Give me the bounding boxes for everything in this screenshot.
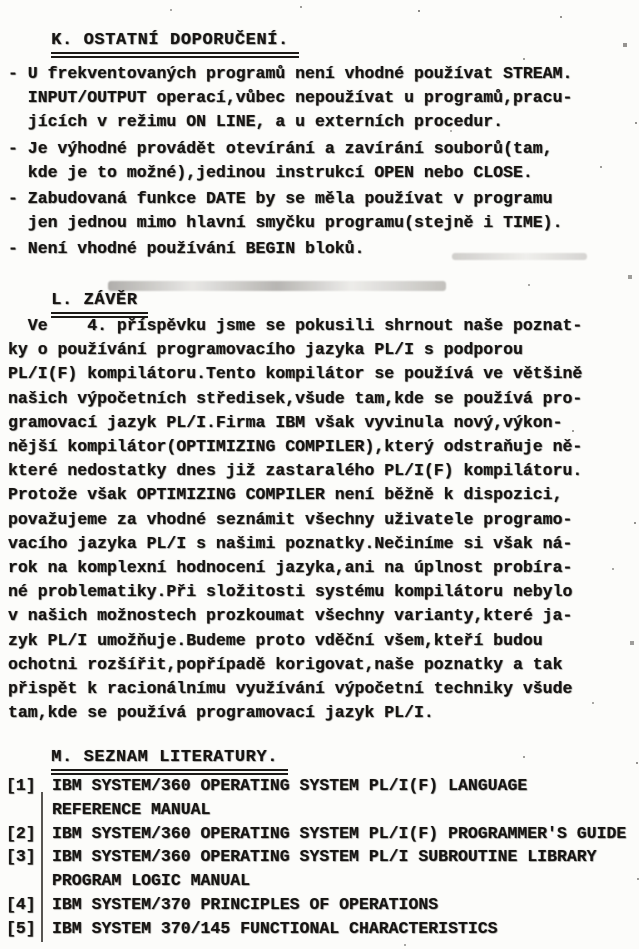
text-line: Ve 4. příspěvku jsme se pokusili shrnout naše poznat- [8, 316, 583, 335]
text-line: přispět k racionálnímu využívání výpočetní techniky všude [8, 679, 573, 699]
text-line: rok na komplexní hodnocení jazyka,ani na úplnost probíra- [8, 558, 573, 578]
section-l-paragraph [8, 314, 582, 725]
text-line: Protože však OPTIMIZING COMPILER není běžně k dispozici, [8, 485, 563, 505]
section-k-heading-text: K. OSTATNÍ DOPORUČENÍ. [51, 31, 299, 58]
reference-line: PROGRAM LOGIC MANUAL [52, 871, 251, 891]
reference-line: IBM SYSTEM 370/145 FUNCTIONAL CHARACTERISTICS [52, 918, 498, 938]
reference-number: [3] [6, 847, 36, 867]
text-line: - Zabudovaná funkce DATE by se měla používat v programu [8, 189, 553, 209]
section-m-heading-text: M. SEZNAM LITERATURY. [51, 748, 288, 775]
reference-item [6, 917, 626, 941]
text-line: ky o používání programovacího jazyka PL/I s podporou [8, 340, 523, 360]
reference-line: IBM SYSTEM/360 OPERATING SYSTEM PL/I(F) LANGUAGE [52, 776, 528, 795]
reference-item [6, 774, 626, 822]
text-line: PL/I(F) kompilátoru.Tento kompilátor se používá ve většině [8, 364, 583, 384]
reference-number: [2] [6, 823, 36, 843]
section-l-heading-text: L. ZÁVĚR [51, 291, 147, 318]
reference-number: [4] [6, 894, 36, 914]
text-line: jících v režimu ON LINE, a u externích procedur. [8, 112, 504, 132]
text-line: zyk PL/I umožňuje.Budeme proto vděční všem,kteří budou [8, 630, 543, 650]
bullet-item [8, 187, 572, 235]
text-line: jen jednou mimo hlavní smyčku programu(stejně i TIME). [8, 213, 563, 233]
reference-line: IBM SYSTEM/370 PRINCIPLES OF OPERATIONS [52, 894, 439, 914]
scan-smudge [108, 281, 446, 291]
section-k-bullet-list [8, 62, 572, 264]
bullet-item [8, 137, 572, 185]
reference-line: REFERENCE MANUAL [52, 799, 211, 819]
text-line: kde je to možné),jedinou instrukcí OPEN nebo CLOSE. [8, 162, 533, 182]
reference-number: [1] [6, 776, 36, 795]
text-line: tam,kde se používá programovací jazyk PL/I. [8, 703, 434, 723]
text-line: vacího jazyka PL/I s našimi poznatky.Nečiníme si však ná- [8, 533, 573, 553]
reference-item [6, 822, 627, 846]
text-line: - U frekventovaných programů není vhodné používat STREAM. [8, 64, 573, 83]
text-line: které nedostatky dnes již zastaralého PL/I(F) kompilátoru. [8, 461, 583, 481]
text-line: né problematiky.Při složitosti systému kompilátoru nebylo [8, 582, 573, 602]
scan-speckles [0, 0, 2, 2]
text-line: - Je výhodné provádět otevírání a zavírání souborů(tam, [8, 138, 553, 158]
reference-item [6, 845, 626, 893]
reference-margin-rule [41, 792, 43, 942]
bullet-item [8, 237, 572, 261]
text-line: považujeme za vhodné seznámit všechny uživatele programo- [8, 509, 573, 529]
bullet-item [8, 62, 572, 135]
reference-line: IBM SYSTEM/360 OPERATING SYSTEM PL/I(F) PROGRAMMER'S GUIDE [52, 823, 627, 843]
reference-item [6, 893, 626, 917]
reference-line: IBM SYSTEM/360 OPERATING SYSTEM PL/I SUBROUTINE LIBRARY [52, 847, 597, 867]
reference-list [6, 774, 627, 941]
text-line: ochotni rozšířit,popřípadě korigovat,naše poznatky a tak [8, 654, 563, 674]
text-line: - Není vhodné používání BEGIN bloků. [8, 239, 365, 259]
text-line: INPUT/OUTPUT operací,vůbec nepoužívat u programů,pracu- [8, 88, 573, 108]
text-line: nější kompilátor(OPTIMIZING COMPILER),který odstraňuje ně- [8, 437, 583, 457]
text-line: v našich možnostech prozkoumat všechny varianty,které ja- [8, 606, 573, 626]
text-line: našich výpočetních středisek,všude tam,kde se používá pro- [8, 388, 583, 408]
text-line: gramovací jazyk PL/I.Firma IBM však vyvinula nový,výkon- [8, 412, 563, 432]
reference-number: [5] [6, 918, 36, 938]
